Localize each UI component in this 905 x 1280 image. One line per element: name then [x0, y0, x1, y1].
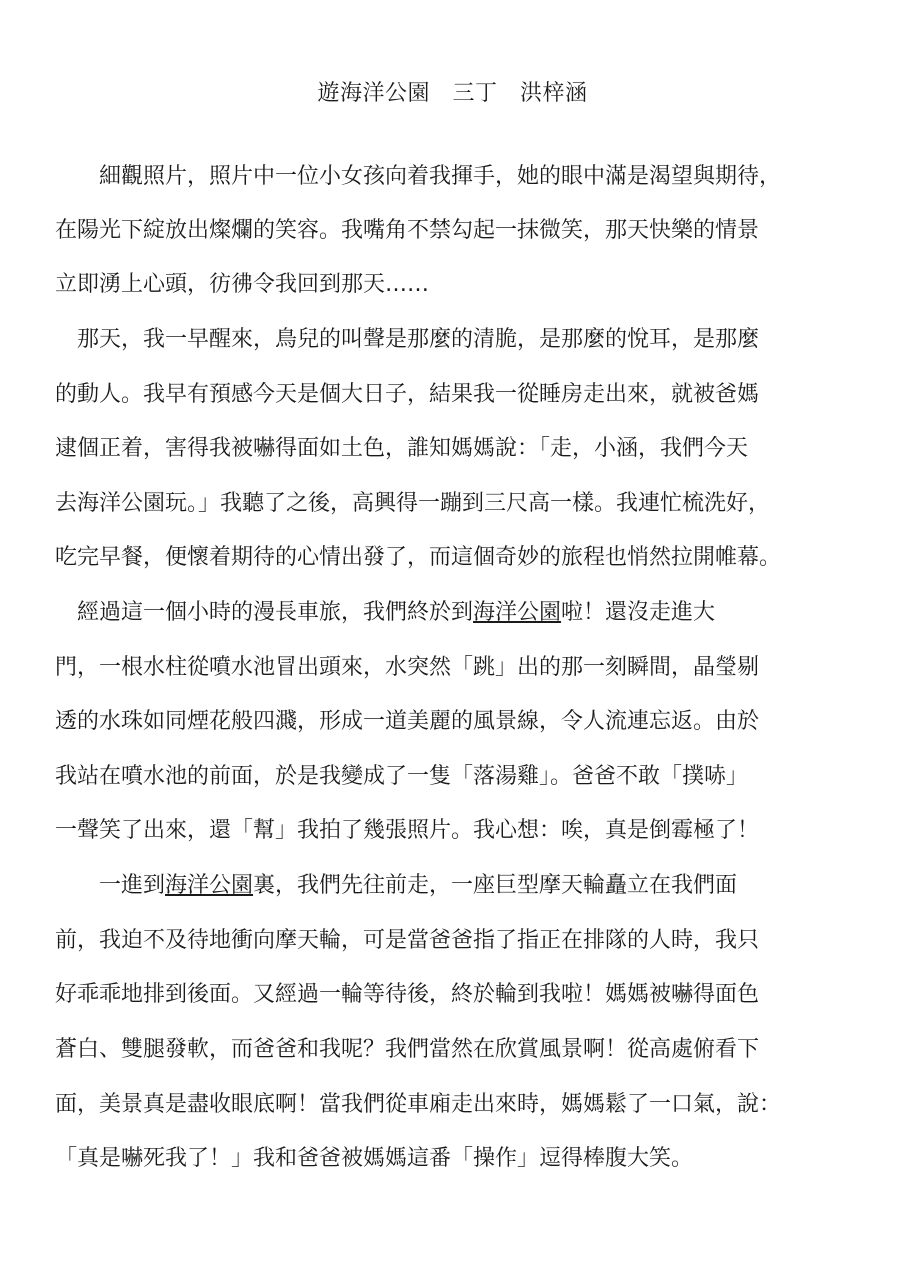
paragraph-line	[55, 871, 875, 901]
paragraph-line: 「真是嚇死我了！」我和爸爸被媽媽這番「操作」逗得棒腹大笑。	[55, 1146, 694, 1171]
document-title: 遊海洋公園 三丁 洪梓涵	[317, 81, 588, 106]
paragraph-line: 我站在噴水池的前面，於是我變成了一隻「落湯雞」。爸爸不敢「撲哧」	[55, 764, 749, 789]
line-text: 裏，我們先往前走，一座巨型摩天輪矗立在我們面	[253, 873, 738, 898]
line-text: 經過這一個小時的漫長車旅，我們終於到	[55, 600, 474, 625]
paragraph-line: 那天，我一早醒來，鳥兒的叫聲是那麼的清脆，是那麼的悅耳，是那麼	[55, 327, 760, 352]
line-text: 啦！還沒走進大	[561, 600, 716, 625]
paragraph-line: 的動人。我早有預感今天是個大日子，結果我一從睡房走出來，就被爸媽	[55, 382, 760, 407]
paragraph-line: 好乖乖地排到後面。又經過一輪等待後，終於輪到我啦！媽媽被嚇得面色	[55, 982, 760, 1007]
paragraph-line: 門，一根水柱從噴水池冒出頭來，水突然「跳」出的那一刻瞬間，晶瑩剔	[55, 655, 760, 680]
paragraph-line: 蒼白、雙腿發軟，而爸爸和我呢？我們當然在欣賞風景啊！從高處俯看下	[55, 1037, 760, 1062]
paragraph-line: 透的水珠如同煙花般四濺，形成一道美麗的風景線，令人流連忘返。由於	[55, 709, 760, 734]
underlined-place-name: 海洋公園	[473, 600, 562, 625]
paragraph-line: 去海洋公園玩。」我聽了之後，高興得一蹦到三尺高一樣。我連忙梳洗好，	[55, 491, 771, 516]
paragraph-line: 前，我迫不及待地衝向摩天輪，可是當爸爸指了指正在排隊的人時，我只	[55, 928, 760, 953]
underlined-place-name: 海洋公園	[165, 873, 254, 898]
line-text: 一進到	[55, 873, 166, 898]
paragraph-line	[55, 598, 875, 628]
paragraph-line: 立即湧上心頭，彷彿令我回到那天……	[55, 272, 430, 297]
paragraph-line: 在陽光下綻放出燦爛的笑容。我嘴角不禁勾起一抹微笑，那天快樂的情景	[55, 218, 760, 243]
paragraph-line: 面，美景真是盡收眼底啊！當我們從車廂走出來時，媽媽鬆了一口氣，說：	[55, 1092, 782, 1117]
paragraph-line: 逮個正着，害得我被嚇得面如土色，誰知媽媽說：「走，小涵，我們今天	[55, 436, 749, 461]
paragraph-line: 一聲笑了出來，還「幫」我拍了幾張照片。我心想：唉，真是倒霉極了！	[55, 818, 760, 843]
paragraph-line: 細觀照片，照片中一位小女孩向着我揮手，她的眼中滿是渴望與期待，	[55, 164, 782, 189]
paragraph-line: 吃完早餐，便懷着期待的心情出發了，而這個奇妙的旅程也悄然拉開帷幕。	[55, 545, 782, 570]
